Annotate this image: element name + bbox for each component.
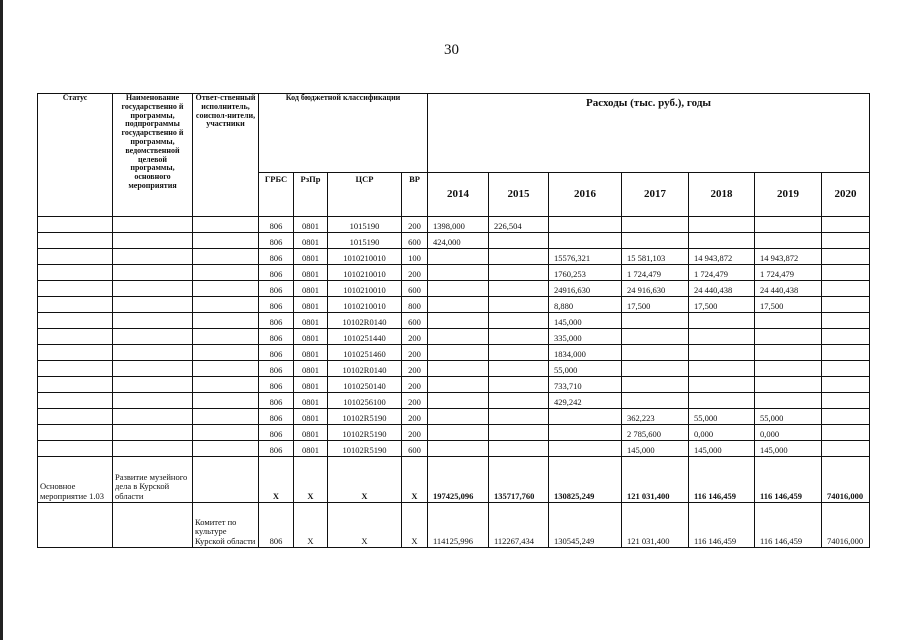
cell-csr: 1015190 [328, 217, 402, 233]
cell-2019: 55,000 [755, 409, 822, 425]
cell-2019 [755, 233, 822, 249]
cell-executor [193, 281, 259, 297]
cell-2014 [428, 409, 489, 425]
cell-2020 [822, 281, 870, 297]
cell-status [38, 265, 113, 281]
cell-2016: 1834,000 [549, 345, 622, 361]
col-header-status: Статус [38, 94, 113, 217]
cell-csr: 1010256100 [328, 393, 402, 409]
cell-2018 [689, 345, 755, 361]
cell-2016: 429,242 [549, 393, 622, 409]
cell-2018 [689, 233, 755, 249]
cell-2017 [622, 313, 689, 329]
cell-csr: X [328, 503, 402, 548]
cell-2014 [428, 329, 489, 345]
cell-2020 [822, 409, 870, 425]
cell-2019: 1 724,479 [755, 265, 822, 281]
table-row [38, 265, 870, 281]
cell-2016: 335,000 [549, 329, 622, 345]
cell-2015: 135717,760 [489, 457, 549, 503]
cell-status [38, 297, 113, 313]
cell-2014 [428, 393, 489, 409]
cell-csr: 10102R5190 [328, 425, 402, 441]
cell-2020 [822, 249, 870, 265]
cell-executor [193, 329, 259, 345]
cell-2020: 74016,000 [822, 503, 870, 548]
col-header-expenses-group: Расходы (тыс. руб.), годы [428, 94, 870, 173]
cell-csr: 10102R5190 [328, 409, 402, 425]
header-row-1 [38, 94, 870, 173]
cell-2019 [755, 345, 822, 361]
cell-vr: 100 [402, 249, 428, 265]
cell-2014 [428, 377, 489, 393]
cell-2016: 130545,249 [549, 503, 622, 548]
cell-rzpr: X [294, 503, 328, 548]
col-header-name: Наименование государственно й программы, подпрограммы государственно й программы, ведомственной целевой программы, основного мероприятия [113, 94, 193, 217]
cell-rzpr: 0801 [294, 249, 328, 265]
cell-vr: 200 [402, 265, 428, 281]
cell-vr: 600 [402, 313, 428, 329]
table-row [38, 425, 870, 441]
cell-2017 [622, 361, 689, 377]
cell-2014 [428, 361, 489, 377]
cell-2018: 17,500 [689, 297, 755, 313]
cell-name [113, 297, 193, 313]
cell-2019 [755, 393, 822, 409]
cell-csr: 10102R0140 [328, 313, 402, 329]
col-header-year: 2019 [755, 173, 822, 217]
col-header-vr: ВР [402, 173, 428, 217]
cell-status [38, 361, 113, 377]
cell-status [38, 377, 113, 393]
cell-2015 [489, 345, 549, 361]
cell-2020 [822, 393, 870, 409]
cell-rzpr: 0801 [294, 361, 328, 377]
cell-2020 [822, 441, 870, 457]
cell-vr: 600 [402, 281, 428, 297]
cell-2015 [489, 329, 549, 345]
cell-status [38, 329, 113, 345]
cell-vr: 200 [402, 409, 428, 425]
cell-vr: X [402, 503, 428, 548]
table-row [38, 297, 870, 313]
cell-status [38, 425, 113, 441]
cell-grbs: 806 [259, 249, 294, 265]
col-header-year: 2015 [489, 173, 549, 217]
table-row [38, 377, 870, 393]
cell-2019: 24 440,438 [755, 281, 822, 297]
cell-grbs: 806 [259, 425, 294, 441]
cell-2018 [689, 377, 755, 393]
cell-grbs: 806 [259, 393, 294, 409]
table-row [38, 313, 870, 329]
cell-2016: 130825,249 [549, 457, 622, 503]
cell-name [113, 345, 193, 361]
cell-rzpr: 0801 [294, 265, 328, 281]
cell-2019: 0,000 [755, 425, 822, 441]
cell-status [38, 281, 113, 297]
cell-grbs: 806 [259, 409, 294, 425]
cell-vr: 200 [402, 329, 428, 345]
cell-grbs: 806 [259, 313, 294, 329]
cell-executor [193, 345, 259, 361]
cell-name [113, 265, 193, 281]
cell-2014 [428, 441, 489, 457]
cell-2018: 145,000 [689, 441, 755, 457]
cell-vr: 200 [402, 361, 428, 377]
cell-2016: 145,000 [549, 313, 622, 329]
cell-csr: 10102R0140 [328, 361, 402, 377]
cell-2020 [822, 265, 870, 281]
cell-status [38, 233, 113, 249]
cell-2019 [755, 313, 822, 329]
cell-2017 [622, 217, 689, 233]
cell-2015 [489, 361, 549, 377]
cell-csr: 1010210010 [328, 265, 402, 281]
cell-grbs: 806 [259, 361, 294, 377]
cell-rzpr: 0801 [294, 377, 328, 393]
cell-2017: 1 724,479 [622, 265, 689, 281]
cell-2016: 55,000 [549, 361, 622, 377]
cell-2019 [755, 329, 822, 345]
cell-2018: 116 146,459 [689, 457, 755, 503]
cell-2020 [822, 329, 870, 345]
cell-2014 [428, 265, 489, 281]
cell-2019 [755, 361, 822, 377]
cell-vr: 200 [402, 217, 428, 233]
cell-2017 [622, 377, 689, 393]
cell-2019: 145,000 [755, 441, 822, 457]
cell-2016: 733,710 [549, 377, 622, 393]
cell-status [38, 313, 113, 329]
cell-2017: 2 785,600 [622, 425, 689, 441]
cell-2014 [428, 297, 489, 313]
table-row [38, 441, 870, 457]
cell-2015 [489, 281, 549, 297]
cell-2016: 15576,321 [549, 249, 622, 265]
cell-vr: 200 [402, 425, 428, 441]
cell-2015 [489, 409, 549, 425]
cell-rzpr: 0801 [294, 233, 328, 249]
cell-vr: X [402, 457, 428, 503]
cell-2017 [622, 329, 689, 345]
cell-grbs: 806 [259, 297, 294, 313]
cell-executor [193, 361, 259, 377]
cell-grbs: 806 [259, 377, 294, 393]
col-header-grbs: ГРБС [259, 173, 294, 217]
cell-rzpr: 0801 [294, 313, 328, 329]
cell-2018 [689, 217, 755, 233]
cell-vr: 600 [402, 233, 428, 249]
cell-2020 [822, 361, 870, 377]
cell-csr: 10102R5190 [328, 441, 402, 457]
col-header-year: 2014 [428, 173, 489, 217]
col-header-executor: Ответ-ственный исполнитель, соиспол-нители, участники [193, 94, 259, 217]
cell-2016 [549, 425, 622, 441]
cell-2015 [489, 249, 549, 265]
cell-2019 [755, 217, 822, 233]
cell-executor [193, 425, 259, 441]
cell-csr: 1010251440 [328, 329, 402, 345]
cell-2017: 121 031,400 [622, 503, 689, 548]
cell-2016: 24916,630 [549, 281, 622, 297]
cell-executor [193, 409, 259, 425]
cell-2017 [622, 345, 689, 361]
cell-status [38, 345, 113, 361]
cell-2020 [822, 377, 870, 393]
cell-rzpr: 0801 [294, 297, 328, 313]
cell-grbs: 806 [259, 233, 294, 249]
cell-name [113, 393, 193, 409]
cell-2015 [489, 233, 549, 249]
cell-2015: 112267,434 [489, 503, 549, 548]
cell-executor [193, 313, 259, 329]
table-row [38, 361, 870, 377]
cell-2014 [428, 345, 489, 361]
cell-2018: 0,000 [689, 425, 755, 441]
cell-2017: 121 031,400 [622, 457, 689, 503]
cell-executor [193, 457, 259, 503]
cell-2018: 1 724,479 [689, 265, 755, 281]
table-row [38, 345, 870, 361]
cell-2014 [428, 425, 489, 441]
cell-2016 [549, 217, 622, 233]
cell-executor [193, 393, 259, 409]
cell-status [38, 393, 113, 409]
cell-csr: X [328, 457, 402, 503]
committee-row [38, 503, 870, 548]
cell-2014 [428, 249, 489, 265]
cell-rzpr: 0801 [294, 329, 328, 345]
table-row [38, 329, 870, 345]
table-row [38, 233, 870, 249]
table-row [38, 217, 870, 233]
cell-vr: 800 [402, 297, 428, 313]
table-row [38, 281, 870, 297]
cell-executor [193, 377, 259, 393]
cell-csr: 1010210010 [328, 249, 402, 265]
cell-2018 [689, 393, 755, 409]
cell-2014: 1398,000 [428, 217, 489, 233]
cell-executor [193, 217, 259, 233]
cell-executor [193, 441, 259, 457]
budget-table [37, 93, 870, 548]
cell-status [38, 249, 113, 265]
cell-2016: 8,880 [549, 297, 622, 313]
cell-rzpr: 0801 [294, 345, 328, 361]
cell-vr: 200 [402, 345, 428, 361]
cell-2019: 116 146,459 [755, 457, 822, 503]
table-row [38, 249, 870, 265]
cell-2018 [689, 329, 755, 345]
page-left-edge [0, 0, 3, 640]
cell-2018: 24 440,438 [689, 281, 755, 297]
cell-name [113, 425, 193, 441]
cell-2017 [622, 233, 689, 249]
page-number: 30 [444, 42, 459, 58]
cell-executor [193, 233, 259, 249]
cell-2015 [489, 393, 549, 409]
cell-vr: 200 [402, 377, 428, 393]
cell-executor [193, 249, 259, 265]
cell-executor: Комитет по культуре Курской области [193, 503, 259, 548]
cell-csr: 1010210010 [328, 297, 402, 313]
cell-status [38, 409, 113, 425]
cell-name [113, 361, 193, 377]
cell-2020: 74016,000 [822, 457, 870, 503]
cell-2020 [822, 297, 870, 313]
cell-2017 [622, 393, 689, 409]
cell-2014 [428, 313, 489, 329]
cell-2016 [549, 409, 622, 425]
cell-grbs: 806 [259, 345, 294, 361]
cell-2017: 17,500 [622, 297, 689, 313]
col-header-year: 2018 [689, 173, 755, 217]
cell-2015 [489, 377, 549, 393]
cell-2015: 226,504 [489, 217, 549, 233]
cell-2018: 14 943,872 [689, 249, 755, 265]
cell-2020 [822, 313, 870, 329]
cell-2017: 15 581,103 [622, 249, 689, 265]
cell-2016: 1760,253 [549, 265, 622, 281]
col-header-year: 2020 [822, 173, 870, 217]
cell-vr: 600 [402, 441, 428, 457]
cell-vr: 200 [402, 393, 428, 409]
cell-grbs: 806 [259, 265, 294, 281]
cell-2014: 114125,996 [428, 503, 489, 548]
cell-rzpr: 0801 [294, 409, 328, 425]
main-event-row [38, 457, 870, 503]
col-header-year: 2017 [622, 173, 689, 217]
cell-grbs: 806 [259, 503, 294, 548]
cell-csr: 1010251460 [328, 345, 402, 361]
cell-csr: 1015190 [328, 233, 402, 249]
col-header-csr: ЦСР [328, 173, 402, 217]
cell-rzpr: 0801 [294, 281, 328, 297]
cell-name [113, 233, 193, 249]
cell-name [113, 409, 193, 425]
cell-2019: 116 146,459 [755, 503, 822, 548]
cell-rzpr: 0801 [294, 425, 328, 441]
table-row [38, 409, 870, 425]
cell-2018: 55,000 [689, 409, 755, 425]
cell-2015 [489, 265, 549, 281]
cell-grbs: 806 [259, 217, 294, 233]
cell-name [113, 441, 193, 457]
col-header-code-group: Код бюджетной классификации [259, 94, 428, 173]
col-header-year: 2016 [549, 173, 622, 217]
cell-2018 [689, 361, 755, 377]
cell-csr: 1010250140 [328, 377, 402, 393]
table-row [38, 393, 870, 409]
cell-grbs: 806 [259, 281, 294, 297]
col-header-rzpr: РзПр [294, 173, 328, 217]
cell-executor [193, 265, 259, 281]
cell-2015 [489, 441, 549, 457]
cell-grbs: 806 [259, 329, 294, 345]
cell-2017: 24 916,630 [622, 281, 689, 297]
cell-2019: 14 943,872 [755, 249, 822, 265]
cell-name [113, 329, 193, 345]
cell-2016 [549, 441, 622, 457]
cell-2018 [689, 313, 755, 329]
cell-status [38, 217, 113, 233]
cell-2014 [428, 281, 489, 297]
cell-2020 [822, 425, 870, 441]
cell-2016 [549, 233, 622, 249]
cell-2020 [822, 345, 870, 361]
cell-executor [193, 297, 259, 313]
cell-name: Развитие музейного дела в Курской области [113, 457, 193, 503]
cell-name [113, 249, 193, 265]
cell-2017: 145,000 [622, 441, 689, 457]
cell-rzpr: 0801 [294, 217, 328, 233]
cell-2015 [489, 313, 549, 329]
cell-2017: 362,223 [622, 409, 689, 425]
cell-status [38, 441, 113, 457]
cell-grbs: X [259, 457, 294, 503]
cell-2014: 197425,096 [428, 457, 489, 503]
cell-2014: 424,000 [428, 233, 489, 249]
cell-2019: 17,500 [755, 297, 822, 313]
cell-2020 [822, 217, 870, 233]
cell-grbs: 806 [259, 441, 294, 457]
cell-rzpr: 0801 [294, 441, 328, 457]
cell-name [113, 313, 193, 329]
cell-2015 [489, 425, 549, 441]
cell-name [113, 377, 193, 393]
cell-2019 [755, 377, 822, 393]
cell-csr: 1010210010 [328, 281, 402, 297]
cell-rzpr: X [294, 457, 328, 503]
cell-name [113, 503, 193, 548]
cell-status: Основное мероприятие 1.03 [38, 457, 113, 503]
cell-name [113, 217, 193, 233]
cell-2020 [822, 233, 870, 249]
cell-2018: 116 146,459 [689, 503, 755, 548]
cell-rzpr: 0801 [294, 393, 328, 409]
cell-status [38, 503, 113, 548]
cell-name [113, 281, 193, 297]
cell-2015 [489, 297, 549, 313]
